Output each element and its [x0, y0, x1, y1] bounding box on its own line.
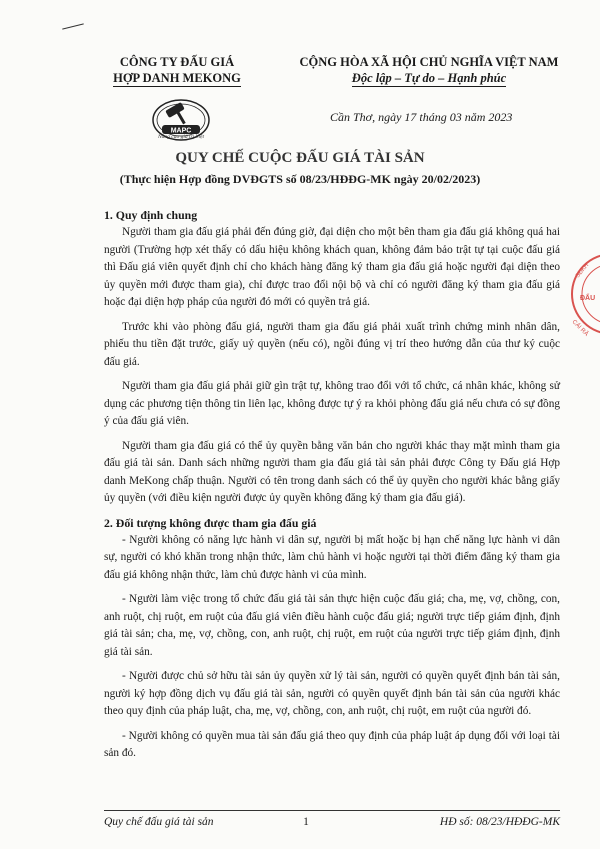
document-date: Cần Thơ, ngày 17 tháng 03 năm 2023	[330, 110, 513, 124]
page-number: 1	[303, 816, 309, 828]
paragraph: Trước khi vào phòng đấu giá, người tham gia đấu giá phải xuất trình chứng minh nhân dân, phiếu thu tiền đặt trước, giấy uỷ quyền (nếu có), ngồi đúng vị trí theo hướng dẫn của thư ký cuộc đấu giá.	[104, 320, 560, 368]
document-body	[104, 207, 560, 770]
document-subtitle: (Thực hiện Hợp đồng DVĐGTS số 08/23/HĐĐG-MK ngày 20/02/2023)	[119, 172, 481, 186]
svg-text:SĐKH: SĐKH	[574, 262, 591, 280]
company-header	[96, 54, 258, 87]
country-name: CỘNG HÒA XÃ HỘI CHỦ NGHĨA VIỆT NAM	[299, 55, 559, 69]
national-motto: Độc lập – Tự do – Hạnh phúc	[351, 71, 507, 85]
paragraph: Người tham gia đấu giá phải đến đúng giờ, đại diện cho một bên tham gia đấu giá không quá hai người (Trường hợp xét thấy có dấu hiệu không khách quan, không đảm bảo trật tự tại cuộc đấu giá thì Đấu giá viên quyết định chỉ cho khách hàng đăng ký tham gia đấu giá hoặc người đại diện theo ủy quyền mới được tham gia), chỉ được trao đổi nội bộ và chỉ có người đăng ký tham gia đấu giá hoặc đại diện hợp pháp của người đó mới có quyền trả giá.	[104, 226, 560, 308]
footer-divider	[104, 810, 560, 811]
document-title: QUY CHẾ CUỘC ĐẤU GIÁ TÀI SẢN	[175, 150, 425, 166]
company-logo	[150, 90, 212, 152]
paragraph: - Người không có quyền mua tài sản đấu giá theo quy định của pháp luật áp dụng đối với loại tài sản đó.	[104, 729, 560, 759]
paragraph: Người tham gia đấu giá có thể ủy quyền bằng văn bản cho người khác thay mặt mình tham gia đấu giá tài sản. Danh sách những người tham gia đấu giá tài sản phải được Công ty Đấu giá Hợp danh MeKong chấp thuận. Người có tên trong danh sách có thể ủy quyền cho người khác bằng giấy ủy quyền (với điều kiện người được ủy quyền không đăng ký tham gia đấu giá).	[104, 439, 560, 504]
paragraph: - Người được chủ sở hữu tài sản ủy quyền xử lý tài sản, người có quyền quyết định bán tài sản, người ký hợp đồng dịch vụ đấu giá tài sản, người có quyền quyết định bán tài sản của người khác theo quy định của pháp luật, cha, mẹ, vợ, chồng, con, anh ruột, chị ruột, em ruột của người đó.	[104, 670, 560, 717]
footer-contract-number: HĐ số: 08/23/HĐĐG-MK	[439, 816, 560, 828]
paragraph: - Người không có năng lực hành vi dân sự, người bị mất hoặc bị hạn chế năng lực hành vi dân sự, người có khó khăn trong nhận thức, làm chủ hành vi hoặc người tại thời điểm đăng ký tham gia đấu giá không nhận thức, làm chủ được hành vi của mình.	[104, 533, 560, 581]
handwritten-mark	[62, 23, 84, 29]
section-heading: 2. Đối tượng không được tham gia đấu giá	[104, 515, 317, 530]
paragraph: Người tham gia đấu giá phải giữ gìn trật tự, không trao đổi với tổ chức, cá nhân khác, không sử dụng các phương tiện thông tin liên lạc, không được tự ý ra khỏi phòng đấu giá nếu chưa có sự đồng ý của đấu giá viên.	[104, 380, 560, 427]
red-seal-stamp	[566, 248, 600, 340]
svg-text:CÁI RĂ: CÁI RĂ	[570, 319, 589, 338]
paragraph: - Người làm việc trong tổ chức đấu giá tài sản thực hiện cuộc đấu giá; cha, mẹ, vợ, chồng, con, anh ruột, chị ruột, em ruột của đấu giá viên điều hành cuộc đấu giá; người trực tiếp giám định, định giá tài sản; cha, mẹ, vợ, chồng, con, anh ruột, chị ruột, em ruột của người trực tiếp giám định, định giá tài sản.	[104, 593, 560, 658]
company-name-line1: CÔNG TY ĐẤU GIÁ	[119, 55, 235, 69]
logo-caption: Nâng cao giá trị Việt	[157, 134, 205, 140]
logo-text: MAPC	[170, 127, 192, 135]
company-name-line2: HỢP DANH MEKONG	[113, 71, 241, 85]
svg-text:ĐẤU: ĐẤU	[580, 295, 596, 302]
footer-document-name: Quy chế đấu giá tài sản	[104, 816, 214, 828]
section-heading: 1. Quy định chung	[104, 208, 198, 222]
national-header	[282, 54, 576, 87]
